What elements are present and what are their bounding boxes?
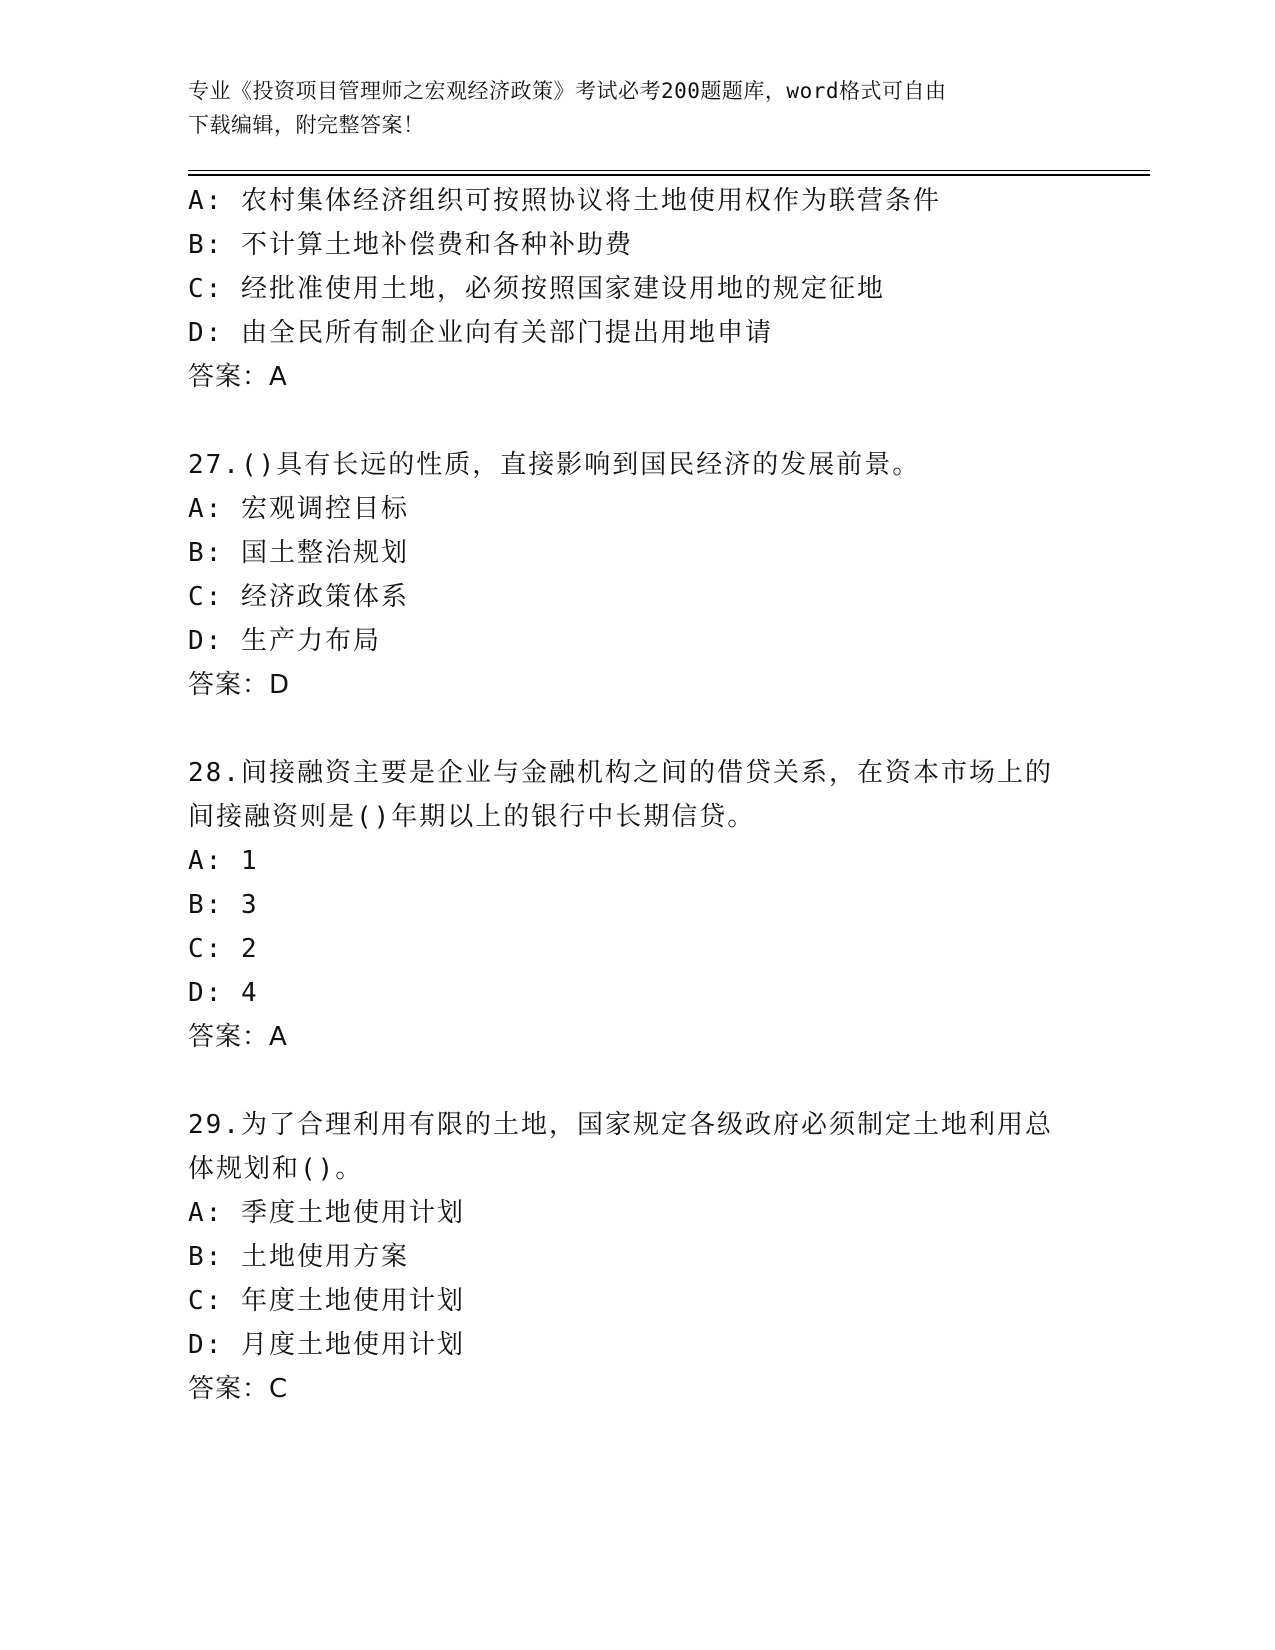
document-header	[188, 74, 1088, 142]
q27-option-a: A: 宏观调控目标	[188, 494, 409, 524]
q26-answer: 答案：A	[188, 362, 288, 392]
q28-option-d: D: 4	[188, 978, 259, 1008]
q27-option-c: C: 经济政策体系	[188, 582, 409, 612]
header-line-2: 下载编辑，附完整答案！	[188, 113, 425, 137]
q26-option-b: B: 不计算土地补偿费和各种补助费	[188, 230, 633, 260]
header-line-1: 专业《投资项目管理师之宏观经济政策》考试必考200题题库，word格式可自由	[188, 79, 947, 103]
q29-option-a: A: 季度土地使用计划	[188, 1198, 465, 1228]
q28-answer: 答案：A	[188, 1022, 288, 1052]
q28-stem-line-2: 间接融资则是()年期以上的银行中长期信贷。	[188, 802, 756, 832]
q28-option-c: C: 2	[188, 934, 259, 964]
q29-option-c: C: 年度土地使用计划	[188, 1286, 465, 1316]
q27-option-b: B: 国土整治规划	[188, 538, 409, 568]
q27-answer: 答案：D	[188, 670, 291, 700]
q29-stem-line-2: 体规划和()。	[188, 1154, 364, 1184]
q26-option-a: A: 农村集体经济组织可按照协议将土地使用权作为联营条件	[188, 186, 941, 216]
q29-answer: 答案：C	[188, 1374, 289, 1404]
header-rule-thin	[188, 170, 1150, 171]
q28-option-a: A: 1	[188, 846, 259, 876]
q29-option-b: B: 土地使用方案	[188, 1242, 409, 1272]
q26-option-d: D: 由全民所有制企业向有关部门提出用地申请	[188, 318, 773, 348]
q27-option-d: D: 生产力布局	[188, 626, 381, 656]
q27-stem: 27.()具有长远的性质，直接影响到国民经济的发展前景。	[188, 450, 921, 480]
q29-option-d: D: 月度土地使用计划	[188, 1330, 465, 1360]
q28-option-b: B: 3	[188, 890, 259, 920]
q28-stem-line-1: 28.间接融资主要是企业与金融机构之间的借贷关系，在资本市场上的	[188, 758, 1053, 788]
q29-stem-line-1: 29.为了合理利用有限的土地，国家规定各级政府必须制定土地利用总	[188, 1110, 1053, 1140]
header-rule-thick	[188, 174, 1150, 176]
q26-option-c: C: 经批准使用土地，必须按照国家建设用地的规定征地	[188, 274, 885, 304]
